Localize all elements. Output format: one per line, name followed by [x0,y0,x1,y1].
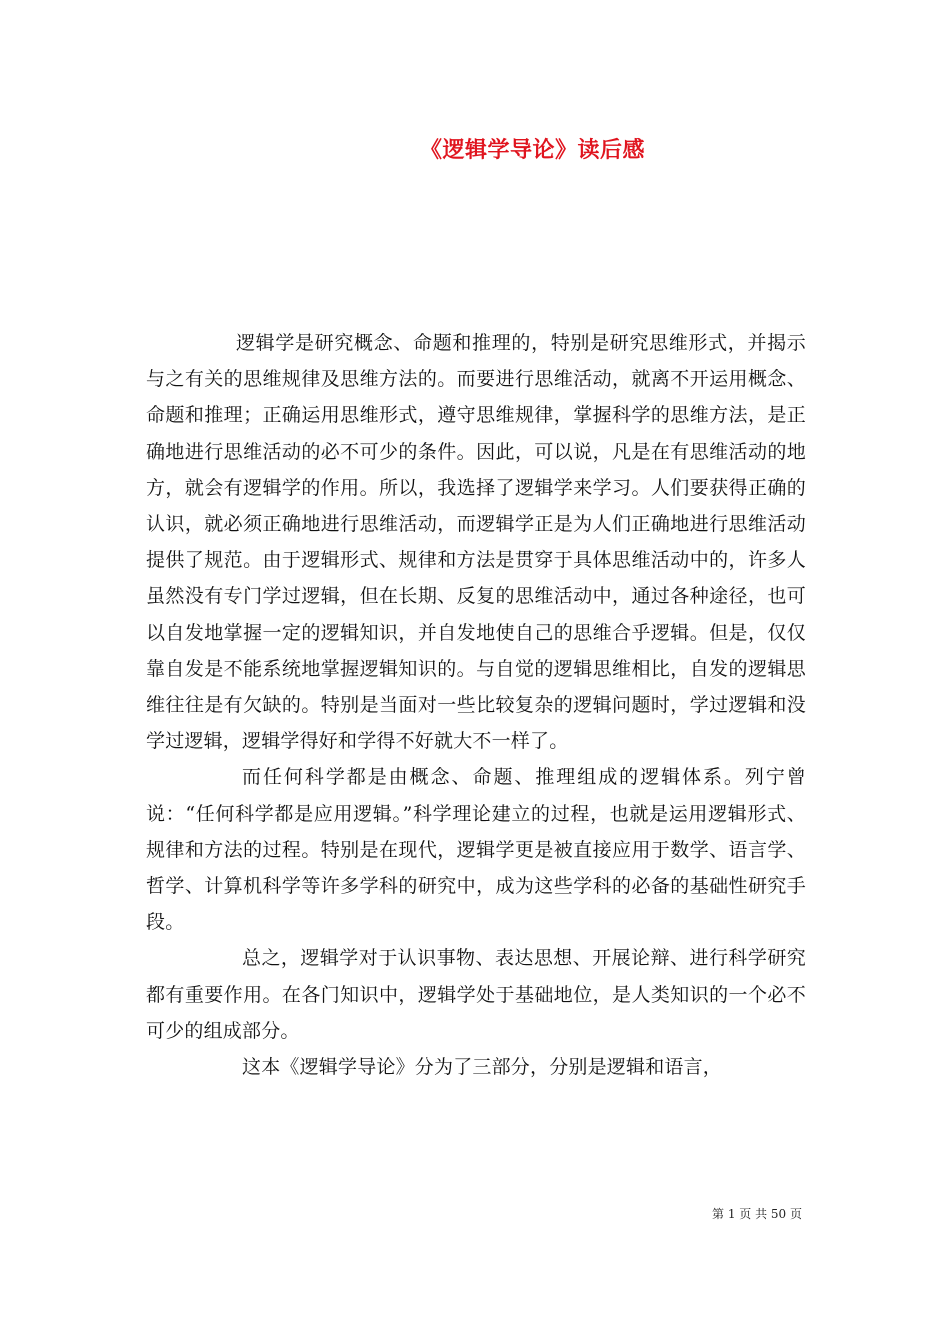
paragraph-1: 逻辑学是研究概念、命题和推理的，特别是研究思维形式，并揭示与之有关的思维规律及思维方法的。而要进行思维活动，就离不开运用概念、命题和推理；正确运用思维形式，遵守思维规律，掌握科学的思维方法，是正确地进行思维活动的必不可少的条件。因此，可以说，凡是在有思维活动的地方，就会有逻辑学的作用。所以，我选择了逻辑学来学习。人们要获得正确的认识，就必须正确地进行思维活动，而逻辑学正是为人们正确地进行思维活动提供了规范。由于逻辑形式、规律和方法是贯穿于具体思维活动中的，许多人虽然没有专门学过逻辑，但在长期、反复的思维活动中，通过各种途径，也可以自发地掌握一定的逻辑知识，并自发地使自己的思维合乎逻辑。但是，仅仅靠自发是不能系统地掌握逻辑知识的。与自觉的逻辑思维相比，自发的逻辑思维往往是有欠缺的。特别是当面对一些比较复杂的逻辑问题时，学过逻辑和没学过逻辑，逻辑学得好和学得不好就大不一样了。 [146,332,806,753]
document-title: 《逻辑学导论》读后感 [420,137,646,163]
paragraph-3: 总之，逻辑学对于认识事物、表达思想、开展论辩、进行科学研究都有重要作用。在各门知识中，逻辑学处于基础地位，是人类知识的一个必不可少的组成部分。 [146,947,806,1042]
paragraph-4: 这本《逻辑学导论》分为了三部分，分别是逻辑和语言， [242,1056,723,1079]
document-body [146,325,806,1085]
paragraph-2: 而任何科学都是由概念、命题、推理组成的逻辑体系。列宁曾说：“任何科学都是应用逻辑。”科学理论建立的过程，也就是运用逻辑形式、规律和方法的过程。特别是在现代，逻辑学更是被直接应用于数学、语言学、哲学、计算机科学等许多学科的研究中，成为这些学科的必备的基础性研究手段。 [146,766,806,934]
page-number: 第 1 页 共 50 页 [712,1207,802,1221]
